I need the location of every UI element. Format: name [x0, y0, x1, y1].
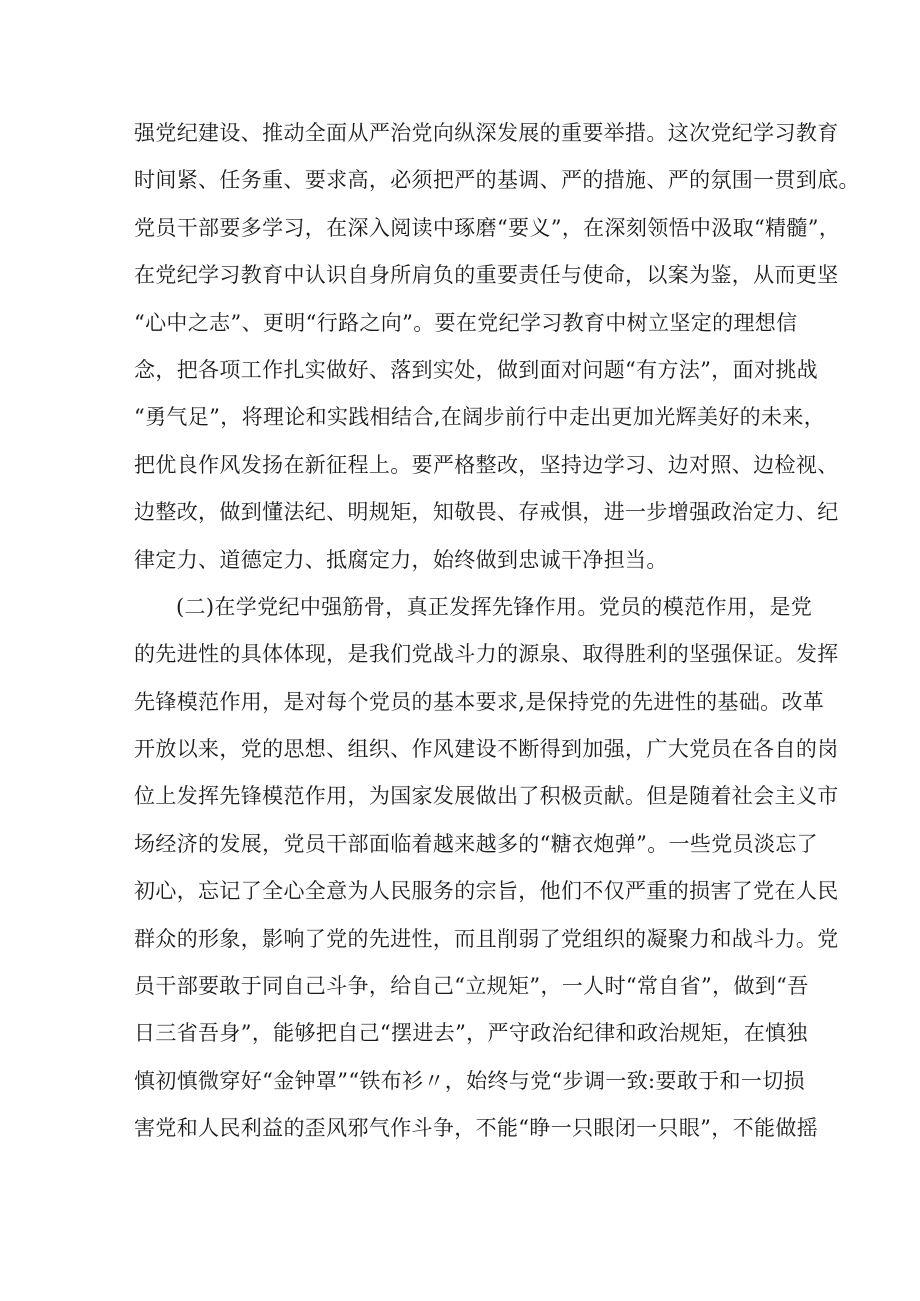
text-line: 开放以来，党的思想、组织、作风建设不断得到加强，广大党员在各自的岗	[134, 737, 839, 762]
text-line: 强党纪建设、推动全面从严治党向纵深发展的重要举措。这次党纪学习教育	[134, 121, 839, 145]
text-line: 位上发挥先锋模范作用，为国家发展做出了积极贡献。但是随着社会主义市	[134, 784, 839, 809]
text-line: “心中之志”、更明“行路之向”。要在党纪学习教育中树立坚定的理想信	[134, 310, 798, 335]
text-line: 群众的形象，影响了党的先进性，而且削弱了党组织的凝聚力和战斗力。党	[134, 926, 839, 951]
text-line: 律定力、道德定力、抵腐定力，始终做到忠诚干净担当。	[134, 547, 668, 572]
text-line: 初心，忘记了全心全意为人民服务的宗旨，他们不仅严重的损害了党在人民	[134, 879, 839, 904]
paragraph-1	[134, 110, 860, 584]
text-line: 的先进性的具体体现，是我们党战斗力的源泉、取得胜利的坚强保证。发挥	[134, 642, 839, 667]
text-line: 念，把各项工作扎实做好、落到实处，做到面对问题“有方法”，面对挑战	[134, 357, 819, 382]
text-line: 日三省吾身”，能够把自己“摆进去”，严守政治纪律和政治规矩，在慎独	[134, 1021, 808, 1046]
paragraph-2	[134, 584, 839, 1153]
text-line: (二)在学党纪中强筋骨，真正发挥先锋作用。党员的模范作用，是党	[176, 594, 813, 619]
text-line: 把优良作风发扬在新征程上。要严格整改，坚持边学习、边对照、边检视、	[134, 452, 839, 477]
text-line: 场经济的发展，党员干部面临着越来越多的“糖衣炮弹”。一些党员淡忘了	[134, 831, 819, 856]
text-line: 党员干部要多学习，在深入阅读中琢磨“要义”，在深刻领悟中汲取“精髓”，	[134, 215, 841, 240]
text-line: 在党纪学习教育中认识自身所肩负的重要责任与使命，以案为鉴，从而更坚	[134, 263, 839, 288]
text-line: 先锋模范作用，是对每个党员的基本要求,是保持党的先进性的基础。改革	[134, 689, 825, 714]
body-text	[134, 110, 860, 1153]
text-line: 时间紧、任务重、要求高，必须把严的基调、严的措施、严的氛围一贯到底。	[134, 168, 860, 193]
text-line: 员干部要敢于同自己斗争，给自己“立规矩”，一人时“常自省”，做到“吾	[134, 974, 809, 999]
text-line: “勇气足”，将理论和实践相结合,在阔步前行中走出更加光辉美好的未来，	[134, 405, 826, 430]
text-line: 害党和人民利益的歪风邪气作斗争，不能“睁一只眼闭一只眼”，不能做摇	[134, 1116, 819, 1141]
text-line: 边整改，做到懂法纪、明规矩，知敬畏、存戒惧，进一步增强政治定力、纪	[134, 500, 839, 525]
text-line: 慎初慎微穿好“金钟罩”“铁布衫〃，始终与党“步调一致:要敢于和一切损	[134, 1068, 805, 1093]
